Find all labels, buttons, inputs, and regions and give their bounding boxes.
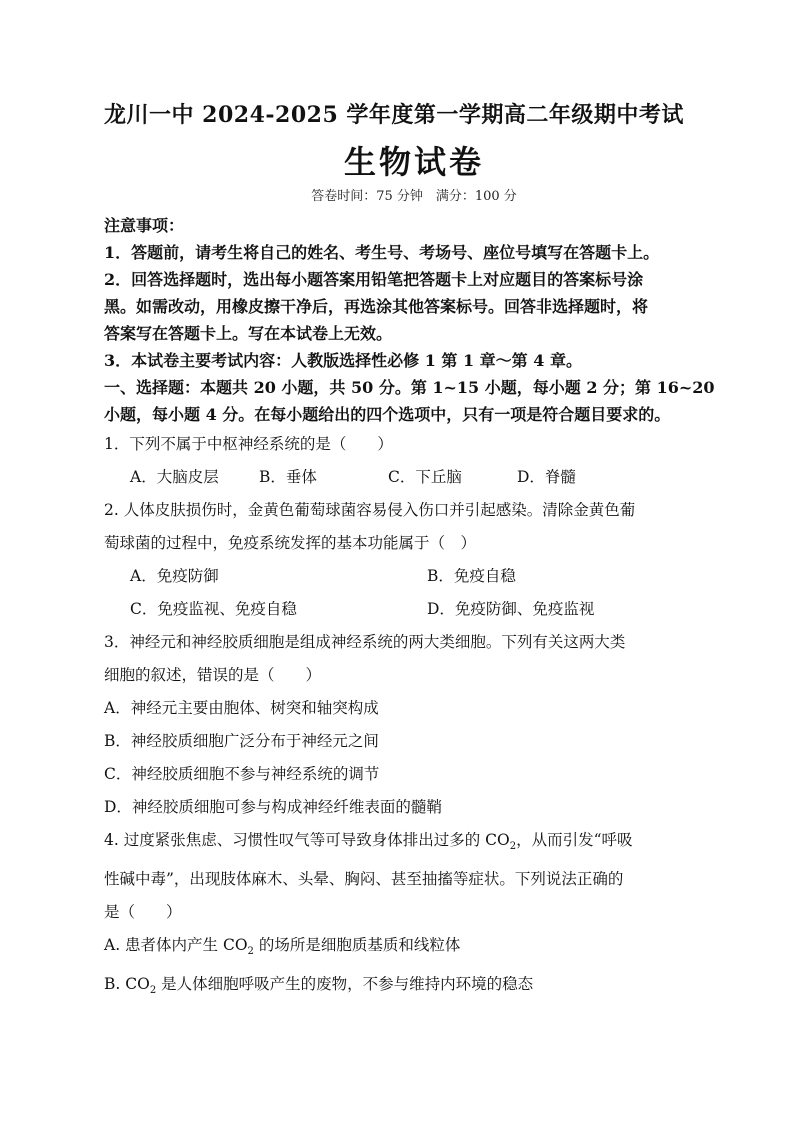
notes-section (104, 212, 724, 374)
section-1-line-1: 一、选择题：本题共 20 小题，共 50 分。第 1~15 小题，每小题 2 分；第 16~20 (104, 378, 715, 397)
question-3-stem-line-1: 3．神经元和神经胶质细胞是组成神经系统的两大类细胞。下列有关这两大类 (104, 633, 626, 651)
question-2-stem-line-2: 萄球菌的过程中，免疫系统发挥的基本功能属于（ ） (104, 534, 477, 552)
q1-option-d: D．脊髓 (517, 468, 576, 486)
subject-title: 生物试卷 (343, 143, 484, 181)
note-item-2-line-1: 2．回答选择题时，选出每小题答案用铅笔把答题卡上对应题目的答案标号涂 (104, 270, 644, 289)
q4-option-b-text-a: B. CO (104, 975, 150, 994)
q4-stem-text-a: 4. 过度紧张焦虑、习惯性叹气等可导致身体排出过多的 CO (104, 831, 510, 849)
section-1-heading (104, 374, 724, 428)
note-item-2-line-3: 答案写在答题卡上。写在本试卷上无效。 (104, 324, 393, 343)
question-4 (104, 824, 724, 1007)
question-1 (104, 428, 724, 494)
question-1-stem: 1．下列不属于中枢神经系统的是（ ） (104, 435, 393, 453)
q4-option-b-text-b: 是人体细胞呼吸产生的废物，不参与维持内环境的稳态 (156, 975, 534, 994)
note-item-1: 1．答题前，请考生将自己的姓名、考生号、考场号、座位号填写在答题卡上。 (104, 243, 660, 262)
q1-option-b: B．垂体 (259, 468, 317, 486)
note-item-3: 3．本试卷主要考试内容：人教版选择性必修 1 第 1 章～第 4 章。 (104, 351, 582, 370)
q2-option-b: B．免疫自稳 (427, 567, 516, 585)
question-3-stem-line-2: 细胞的叙述，错误的是（ ） (104, 666, 322, 684)
note-item-2-line-2: 黑。如需改动，用橡皮擦干净后，再选涂其他答案标号。回答非选择题时，将 (104, 297, 649, 316)
question-2 (104, 494, 724, 626)
q4-option-b (104, 968, 724, 1007)
q4-option-a-subscript: 2 (247, 946, 254, 958)
q3-option-d: D．神经胶质细胞可参与构成神经纤维表面的髓鞘 (104, 798, 442, 816)
q2-option-a: A．免疫防御 (130, 567, 219, 585)
q4-option-a-text-a: A. 患者体内产生 CO (104, 936, 248, 955)
question-2-options-row-1 (104, 560, 724, 593)
q1-option-c: C．下丘脑 (388, 468, 462, 486)
question-3 (104, 626, 724, 824)
notes-heading: 注意事项： (104, 216, 185, 235)
question-2-options-row-2 (104, 593, 724, 626)
exam-title: 龙川一中 2024-2025 学年度第一学期高二年级期中考试 (104, 102, 684, 128)
q1-option-a: A．大脑皮层 (130, 468, 219, 486)
q4-option-b-subscript: 2 (149, 985, 157, 997)
q3-option-b: B．神经胶质细胞广泛分布于神经元之间 (104, 732, 379, 750)
q4-stem-text-b: ，从而引发“呼吸 (516, 831, 633, 849)
q4-option-a (104, 929, 724, 968)
q4-option-a-text-b: 的场所是细胞质基质和线粒体 (253, 936, 461, 955)
q3-option-c: C．神经胶质细胞不参与神经系统的调节 (104, 765, 380, 783)
section-1-line-2: 小题，每小题 4 分。在每小题给出的四个选项中，只有一项是符合题目要求的。 (104, 405, 671, 424)
q2-option-c: C．免疫监视、免疫自稳 (130, 600, 297, 618)
question-2-stem-line-1: 2. 人体皮肤损伤时，金黄色葡萄球菌容易侵入伤口并引起感染。清除金黄色葡 (104, 501, 636, 519)
question-1-options (104, 461, 724, 494)
question-4-stem-line-1 (104, 824, 724, 863)
question-4-stem-line-3: 是（ ） (104, 903, 182, 922)
q3-option-a: A．神经元主要由胞体、树突和轴突构成 (104, 699, 379, 717)
question-4-stem-line-2: 性碱中毒”，出现肢体麻木、头晕、胸闷、甚至抽搐等症状。下列说法正确的 (104, 870, 624, 889)
exam-meta: 答卷时间：75 分钟 满分：100 分 (311, 189, 517, 204)
q4-stem-subscript: 2 (509, 841, 517, 853)
q2-option-d: D．免疫防御、免疫监视 (427, 600, 595, 618)
